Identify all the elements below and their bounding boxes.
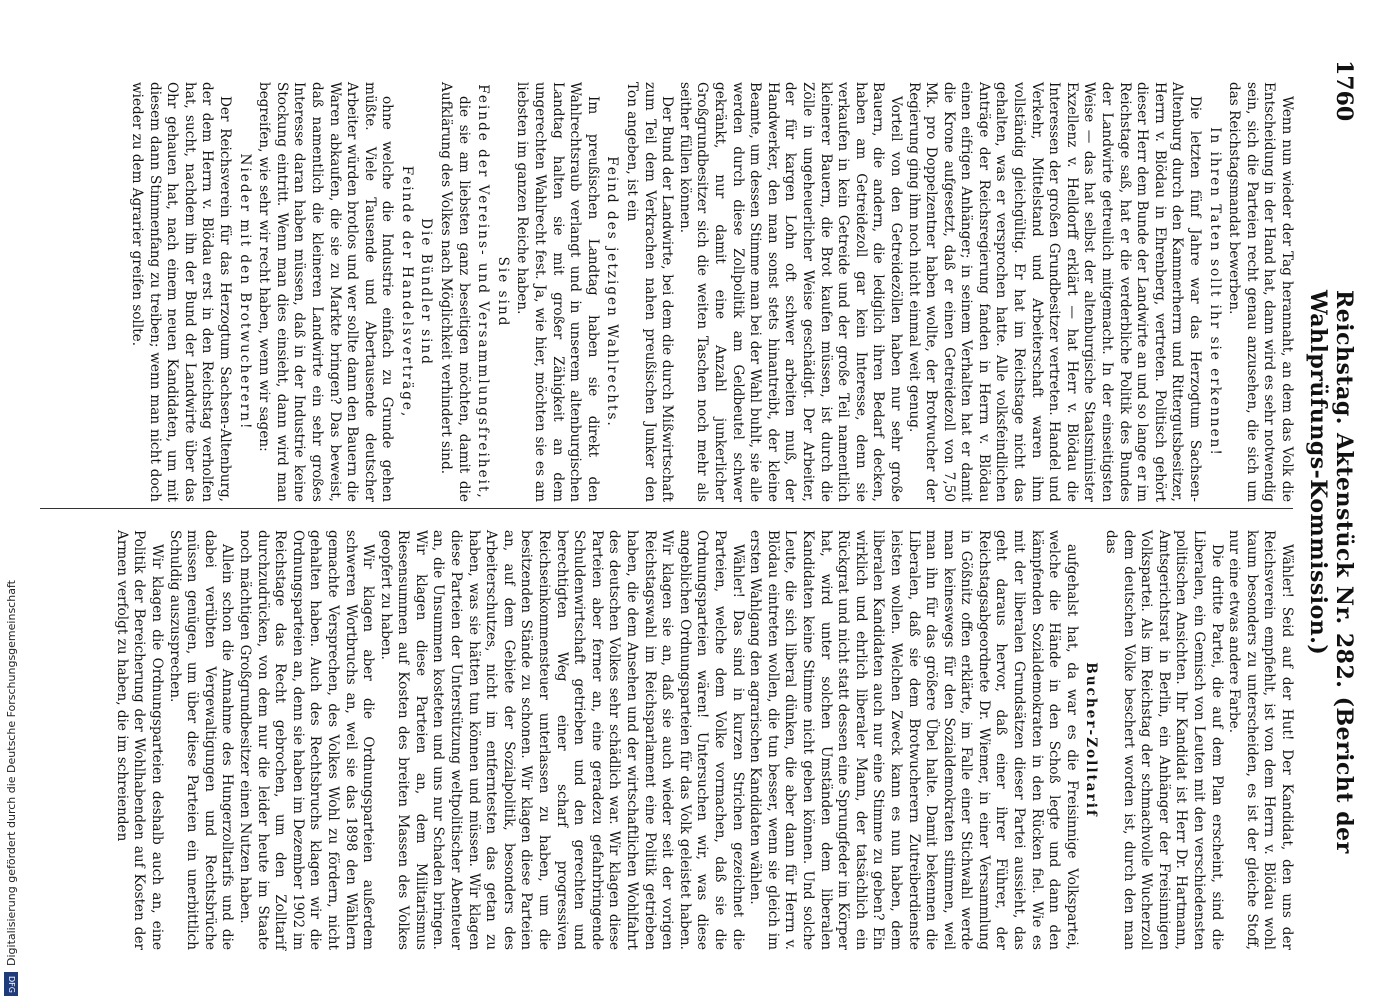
paragraph: ohne welche die Industrie einfach zu Grunde gehen müßte. Viele Tausende und Abertausende deutscher Arbeiter würden brotlos und wer sollte dann den Bauern die Waren abkaufen, die sie zu Markte bringen? Das beweist, daß namentlich die kleineren Landwirte ein sehr großes Interesse daran haben müssen, daß in der Industrie keine Stockung eintritt. Wenn man dies einsieht, dann wird man begreifen, wie sehr wir recht haben, wenn wir sagen: — [256, 82, 396, 502]
section-heading: In ihren Taten sollt ihr sie erkennen! — [1206, 127, 1223, 457]
paragraph: Allein schon die Annahme des Hungerzolltarifs und die dabei verübten Vergewaltigungen und Rechtsbrüche müssen genügen, um über diese Parteien ein unerbittlich Schuldig auszusprechen. — [166, 530, 236, 950]
paragraph: Wir klagen aber die Ordnungsparteien außerdem schweren Wortbruchs an, weil sie das 1898 den Wählern gemachte Versprechen, des Volkes Wohl zu fördern, nicht gehalten haben. Auch des Rechtsbruchs klagen wir die Ordnungsparteien an, denn sie haben im Dezember 1902 im Reichstage das Recht gebrochen, um den Zolltarif durchzudrücken, von dem nur die leider heute im Staate noch mächtigen Großgrundbesitzer einen Nutzen haben. — [236, 530, 377, 950]
paragraph: Im preußischen Landtag haben sie direkt den Wahlrechtsraub verlangt und in unserem altenburgischen Landtag halten sie mit großer Zähigkeit an dem ungerechten Wahlrecht fest. Ja, wie hier, möchten sie es am liebsten im ganzen Reiche haben. — [514, 82, 601, 502]
paragraph: die sie am liebsten ganz beseitigen möchten, damit die Aufklärung des Volkes nach Möglichkeit verhindert sind. — [438, 82, 472, 502]
left-column — [127, 82, 1295, 502]
page-number: 1760 — [1331, 60, 1357, 122]
page-title: Reichstag. Aktenstück Nr. 282. (Bericht der Wahlprüfungs-Kommission.) — [1305, 290, 1357, 854]
right-column — [112, 530, 1295, 950]
section-heading: Feinde der Handelsverträge, — [398, 165, 415, 419]
dfg-logo-icon: DFG — [4, 972, 18, 996]
paragraph: Der Reichsverein für das Herzogtum Sachsen-Altenburg, der dem Herrn v. Blödau erst in den Reichstag verholfen hat, sucht, nachdem ihn der Bund der Landwirte über das Ohr gehauen hat, nach einem neuen Kandidaten, um mit diesem dann Stimmenfang zu treiben; wenn man nicht doch wieder zu dem Agrarier greifen sollte. — [129, 82, 233, 502]
paragraph: Der Bund der Landwirte, bei dem die durch Mißwirtschaft zum Teil dem Verkrachen nahen preußischen Junker den Ton angeben, ist ein — [624, 82, 676, 502]
paragraph: Wähler! Das sind in kurzen Strichen gezeichnet die Parteien, welche dem Volke vormachen, daß sie die Ordnungsparteien wären! Untersuchen wir, was diese angeblichen Ordnungsparteien für das Volk geleistet haben. Wir klagen sie an, daß sie auch wieder seit der vorigen Reichstagswahl im Reichsparlament eine Politik getrieben haben, die dem Ansehen und der wirtschaftlichen Wohlfahrt des deutschen Volkes sehr schädlich war. Wir klagen diese Parteien aber ferner an, eine geradezu gefahrbringende Schuldenwirtschaft getrieben und den gerechten und berechtigten Weg einer scharf progressiven Reichseinkommensteuer unterlassen zu haben, um die besitzenden Stände zu schonen. Wir klagen diese Parteien an, auf dem Gebiete der Sozialpolitik, besonders des Arbeiterschutzes, nicht im entferntesten das getan zu haben, was sie hätten tun können und müssen. Wir klagen diese Parteien der Unterstützung weltpolitischer Abenteuer an, die Unsummen kosteten und uns nur Schaden bringen. Wir klagen diese Parteien an, dem Militarismus Riesensummen auf Kosten des breiten Massen des Volkes geopfert zu haben. — [377, 530, 746, 950]
section-heading: Feind des jetzigen Wahlrechts. — [604, 156, 621, 428]
page-header — [1305, 60, 1363, 960]
credit-text: Digitalisierung gefördert durch die Deutsche Forschungsgemeinschaft — [5, 580, 18, 966]
section-heading: Nieder mit den Brotwucherern! — [236, 153, 253, 431]
paragraph: Wenn nun wieder der Tag herannaht, an dem das Volk die Entscheidung in der Hand hat, dann wird es sehr notwendig sein, sich die Parteien recht genau anzusehen, die sich um das Reichstagsmandat bewerben. — [1226, 82, 1295, 502]
section-subheading: Sie sind — [494, 256, 511, 328]
paragraph: Die letzten fünf Jahre war das Herzogtum Sachsen-Altenburg durch den Kammerherrn und Rittergutsbesitzer, Herrn v. Blödau in Ehrenberg, vertreten. Politisch gehört dieser Herr dem Bunde der Landwirte an und so lange er im Reichstage saß, hat er die verderbliche Politik des Bundes der Landwirte getreulich mitgemacht. In der einseitigsten Weise — das hat selbst der altenburgische Staatsminister Exzellenz v. Helldorff erklärt — hat Herr v. Blödau die Interessen der großen Grundbesitzer vertreten. Handel und Verkehr, Mittelstand und Arbeiterschaft waren ihm vollständig gleichgültig. Er hat im Reichstage nicht das gehalten, was er versprochen hatte. Alle volksfeindlichen Anträge der Reichsregierung fanden in Herrn v. Blödau einen eifrigen Anhänger; in seinem Verhalten hat er damit die Krone aufgesetzt, daß er einen Getreidezoll von 7,50 Mk. pro Doppelzentner haben wollte, der Brotwucher der Regierung ging ihm noch nicht einmal weit genug. — [905, 82, 1204, 502]
digitization-credit — [0, 0, 22, 1000]
paragraph: aufgehalst hat, da war es die Freisinnige Volkspartei, welche die Hände in den Schoß legte und dann den kämpfenden Sozialdemokraten in den Rücken fiel. Wie es mit der liberalen Grundsätzen dieser Partei aussieht, das geht daraus hervor, daß einer ihrer Führer, der Reichstagsabgeordnete Dr. Wiemer, in einer Versammlung in Gößnitz offen erklärte, im Falle einer Stichwahl werde man keineswegs für den Sozialdemokraten stimmen, weil man ihn für das größere Übel halte. Damit bekennen die Liberalen, daß sie dem Brotwucherern Zutreiberdienste leisten wollen. Welchen Zweck kann es nun haben, dem liberalen Kandidaten auch nur eine Stimme zu geben? Ein wirklich und ehrlich liberaler Mann, der tatsächlich ein Rückgrat und nicht statt dessen eine Sprungfeder im Körper hat, wird unter solchen Umständen dem liberalen Kandidaten keine Stimme nicht geben können. Und solche Leute, die sich liberal dünken, die aber dann für Herrn v. Blödau eintreten wollen, die tun besser, wenn sie gleich im ersten Wahlgang den agrarischen Kandidaten wählen. — [747, 530, 1080, 950]
section-subheading: Die Bündler sind — [418, 218, 435, 366]
paragraph: Vorteil von den Getreidezöllen haben nur sehr große Bauern, die andern, die lediglich ihren Bedarf decken, haben am Getreidezoll gar kein Interesse, denn sie verkaufen in kein Getreide und der große Teil namentlich kleinerer Bauern, die Brot kaufen müssen, ist durch die Zölle in ungeheuerlicher Weise geschädigt. Der Arbeiter, der für kargen Lohn oft schwer arbeiten muß, der Handwerker, den man sonst stets hinantreibt, der kleine Beamte, um dessen Stimme man bei der Wahl buhlt, sie alle werden durch diese Zollpolitik am Geldbeutel schwer gekränkt, nur damit eine Anzahl junkerlicher Großgrundbesitzer sich die weiten Taschen noch mehr als seither füllen können. — [676, 82, 904, 502]
column-divider — [40, 508, 1293, 509]
paragraph: Wähler! Seid auf der Hut! Der Kandidat, den uns der Reichsverein empfiehlt, ist von dem Herrn v. Blödau wohl kaum besonders zu unterscheiden, es ist der gleiche Stoff, nur eine etwas andere Farbe. — [1226, 530, 1295, 950]
section-heading: Feinde der Vereins- und Versammlungsfreiheit, — [475, 84, 492, 500]
paragraph: Wir klagen die Ordnungsparteien deshalb auch an, eine Politik der Bereicherung der Wohlhabenden auf Kosten der Armen verfolgt zu haben, die im schreienden — [113, 530, 165, 950]
section-heading: Bucher-Zolltarif — [1083, 662, 1100, 818]
paragraph: Die dritte Partei, die auf dem Plan erscheint, sind die Liberalen, ein Gemisch von Leuten mit den verschiedensten politischen Ansichten. Ihr Kandidat ist Herr Dr. Hartmann, Amtsgerichtsrat in Berlin, ein Anhänger der Freisinnigen Volkspartei. Als im Reichstag der schmachvolle Wucherzoll dem deutschen Volke beschert worden ist, durch den man das — [1103, 530, 1225, 950]
